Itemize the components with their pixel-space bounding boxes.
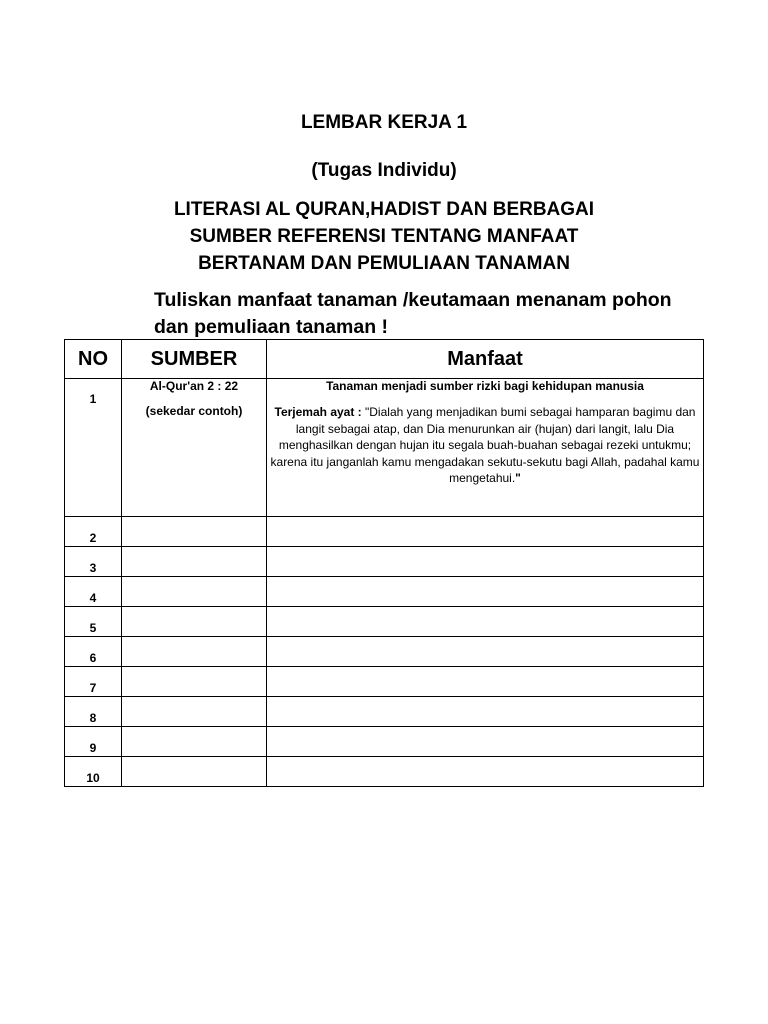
- table-row: [65, 697, 704, 727]
- sumber-blank-cell[interactable]: [122, 727, 267, 757]
- row-number: 6: [65, 637, 122, 667]
- sumber-cell: [122, 379, 267, 517]
- sumber-blank-cell[interactable]: [122, 547, 267, 577]
- row-number: 4: [65, 577, 122, 607]
- table-row: [65, 547, 704, 577]
- row-number: 1: [65, 379, 122, 517]
- sumber-blank-cell[interactable]: [122, 757, 267, 787]
- translation-text: "Dialah yang menjadikan bumi sebagai hamparan bagimu dan langit sebagai atap, dan Dia menurunkan air (hujan) dari langit, lalu Dia menghasilkan dengan hujan itu segala buah-buahan sebagai rezeki untukmu; karena itu janganlah kamu mengadakan sekutu-sekutu bagi Allah, padahal kamu mengetahui.: [270, 405, 700, 485]
- manfaat-blank-cell[interactable]: [267, 667, 704, 697]
- row-number: 8: [65, 697, 122, 727]
- manfaat-blank-cell[interactable]: [267, 757, 704, 787]
- table-row-example: [65, 379, 704, 517]
- row-number: 5: [65, 607, 122, 637]
- table-row: [65, 727, 704, 757]
- sumber-blank-cell[interactable]: [122, 637, 267, 667]
- row-number: 10: [65, 757, 122, 787]
- row-number: 2: [65, 517, 122, 547]
- document-heading: LITERASI AL QURAN,HADIST DAN BERBAGAI SUMBER REFERENSI TENTANG MANFAAT BERTANAM DAN PEMULIAAN TANAMAN: [173, 199, 595, 274]
- instruction-text: Tuliskan manfaat tanaman /keutamaan menanam pohon dan pemuliaan tanaman !: [154, 289, 672, 338]
- manfaat-blank-cell[interactable]: [267, 577, 704, 607]
- sumber-blank-cell[interactable]: [122, 697, 267, 727]
- sumber-blank-cell[interactable]: [122, 577, 267, 607]
- translation-close-quote: ": [515, 471, 521, 485]
- translation-label: Terjemah ayat :: [274, 405, 362, 419]
- worksheet-table: [64, 339, 704, 787]
- sumber-blank-cell[interactable]: [122, 667, 267, 697]
- sumber-blank-cell[interactable]: [122, 517, 267, 547]
- sumber-blank-cell[interactable]: [122, 607, 267, 637]
- manfaat-blank-cell[interactable]: [267, 547, 704, 577]
- row-number: 7: [65, 667, 122, 697]
- sumber-reference: Al-Qur'an 2 : 22: [149, 379, 239, 393]
- manfaat-blank-cell[interactable]: [267, 727, 704, 757]
- table-row: [65, 607, 704, 637]
- manfaat-blank-cell[interactable]: [267, 697, 704, 727]
- row-number: 9: [65, 727, 122, 757]
- document-subtitle: (Tugas Individu): [311, 160, 457, 181]
- table-row: [65, 577, 704, 607]
- document-title: LEMBAR KERJA 1: [300, 112, 468, 133]
- table-row: [65, 667, 704, 697]
- benefit-text: Tanaman menjadi sumber rizki bagi kehidupan manusia: [326, 379, 644, 393]
- manfaat-blank-cell[interactable]: [267, 607, 704, 637]
- manfaat-blank-cell[interactable]: [267, 517, 704, 547]
- table-row: [65, 757, 704, 787]
- row-number: 3: [65, 547, 122, 577]
- table-row: [65, 637, 704, 667]
- header-manfaat: Manfaat: [267, 340, 704, 379]
- sumber-note: (sekedar contoh): [145, 404, 243, 418]
- header-no: NO: [65, 340, 122, 379]
- verse-translation: [267, 404, 703, 487]
- manfaat-blank-cell[interactable]: [267, 637, 704, 667]
- manfaat-cell: [267, 379, 704, 517]
- table-header-row: [65, 340, 704, 379]
- header-sumber: SUMBER: [122, 340, 267, 379]
- table-row: [65, 517, 704, 547]
